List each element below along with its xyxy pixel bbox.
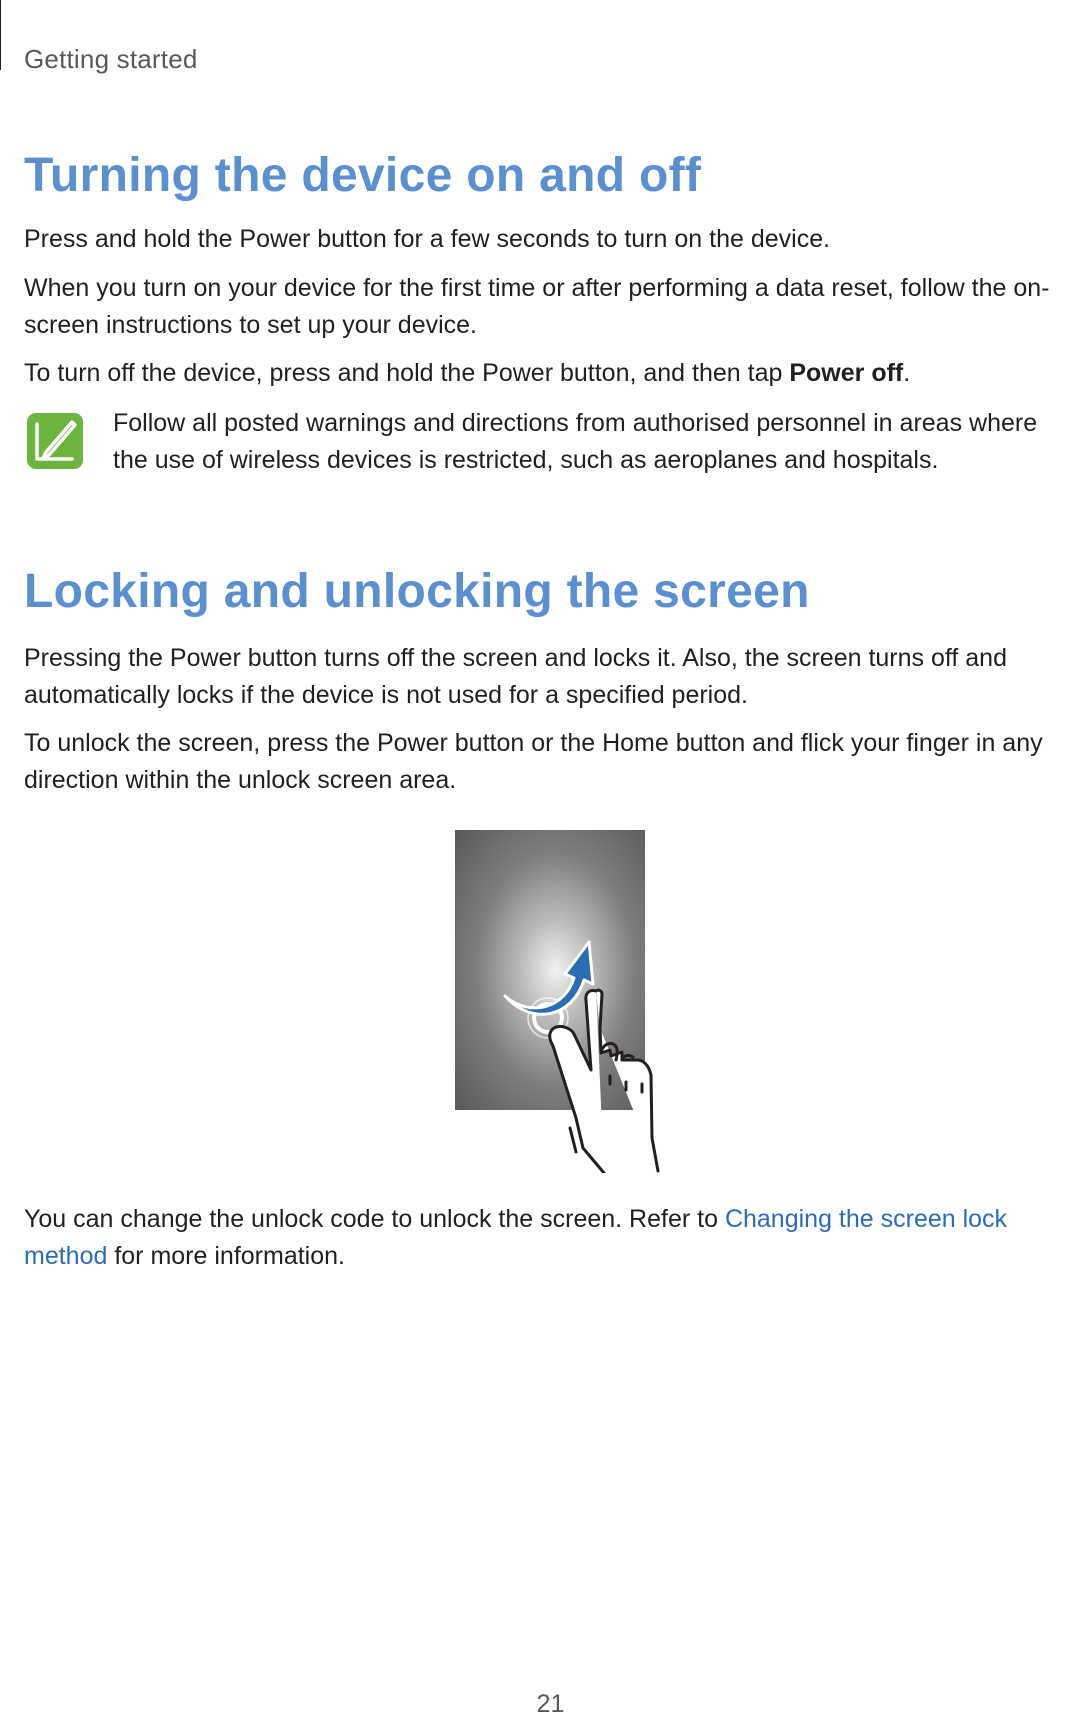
page-number: 21 xyxy=(536,1690,565,1718)
para-power-on: Press and hold the Power button for a few seconds to turn on the device. xyxy=(24,225,831,253)
para-unlock-code-line1 xyxy=(24,1201,1068,1238)
note-pencil-icon xyxy=(26,412,84,470)
screen-lock-method-link[interactable]: Changing the screen lock xyxy=(724,1205,1008,1233)
para-lock-line2: automatically locks if the device is not used for a specified period. xyxy=(24,681,748,709)
unlock-code-text: You can change the unlock code to unlock the screen. Refer to xyxy=(24,1205,725,1233)
para-first-time-line1: When you turn on your device for the first time or after performing a data reset, follow the on- xyxy=(24,274,1050,302)
para-power-off xyxy=(24,355,1068,392)
swipe-unlock-gesture-icon xyxy=(450,828,690,1173)
power-off-period: . xyxy=(903,359,911,387)
note-line1: Follow all posted warnings and directions from authorised personnel in areas where xyxy=(113,409,1038,437)
para-unlock-line2: direction within the unlock screen area. xyxy=(24,766,457,794)
power-off-text: To turn off the device, press and hold the Power button, and then tap xyxy=(24,359,790,387)
note-line2: the use of wireless devices is restricted, such as aeroplanes and hospitals. xyxy=(113,446,939,474)
screen-lock-method-link-cont[interactable]: method xyxy=(24,1242,108,1270)
more-info-text: for more information. xyxy=(107,1242,345,1270)
para-unlock-code-line2 xyxy=(24,1238,1068,1275)
para-first-time-line2: screen instructions to set up your device. xyxy=(24,311,478,339)
para-lock-line1: Pressing the Power button turns off the screen and locks it. Also, the screen turns off and xyxy=(24,644,1007,672)
section-title-locking: Locking and unlocking the screen xyxy=(24,565,810,618)
header-rule xyxy=(0,0,1,70)
running-head: Getting started xyxy=(24,44,198,74)
power-off-option: Power off xyxy=(789,359,904,387)
section-title-power: Turning the device on and off xyxy=(24,149,702,202)
para-unlock-line1: To unlock the screen, press the Power button or the Home button and flick your finger in any xyxy=(24,729,1043,757)
